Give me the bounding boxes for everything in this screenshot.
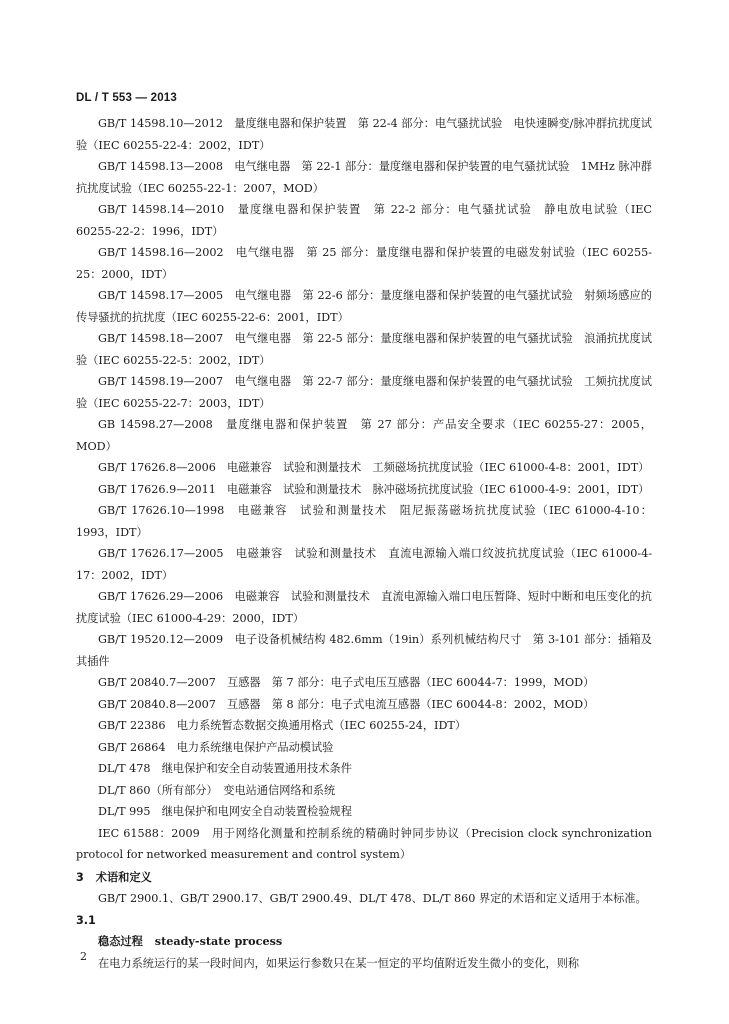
section-number: 3 xyxy=(76,870,84,884)
reference-item: GB/T 14598.18—2007 电气继电器 第 22-5 部分：量度继电器和保护装置的电气骚扰试验 浪涌抗扰度试验（IEC 60255-22-5：2002，IDT） xyxy=(76,332,652,367)
reference-item: DL/T 860（所有部分） 变电站通信网络和系统 xyxy=(98,783,336,797)
reference-item: GB/T 14598.17—2005 电气继电器 第 22-6 部分：量度继电器和保护装置的电气骚扰试验 射频场感应的传导骚扰的抗扰度（IEC 60255-22-6：2001，IDT） xyxy=(76,289,652,324)
term-chinese: 稳态过程 xyxy=(98,935,143,948)
section-intro: GB/T 2900.1、GB/T 2900.17、GB/T 2900.49、DL/T 478、DL/T 860 界定的术语和定义适用于本标准。 xyxy=(98,892,647,905)
reference-item: DL/T 995 继电保护和电网安全自动装置检验规程 xyxy=(98,805,352,818)
section-title: 术语和定义 xyxy=(95,870,152,884)
reference-item: GB/T 20840.8—2007 互感器 第 8 部分：电子式电流互感器（IEC 60044-8：2002，MOD） xyxy=(98,697,595,711)
reference-item: GB/T 19520.12—2009 电子设备机械结构 482.6mm（19in）系列机械结构尺寸 第 3-101 部分：插箱及其插件 xyxy=(76,633,652,668)
section-heading xyxy=(76,867,652,889)
reference-item: GB/T 17626.9—2011 电磁兼容 试验和测量技术 脉冲磁场抗扰度试验（IEC 61000-4-9：2001，IDT） xyxy=(98,482,650,496)
clause-number: 3.1 xyxy=(76,913,96,927)
reference-item: GB/T 14598.19—2007 电气继电器 第 22-7 部分：量度继电器和保护装置的电气骚扰试验 工频抗扰度试验（IEC 60255-22-7：2003，IDT） xyxy=(76,375,652,410)
reference-item: GB/T 17626.17—2005 电磁兼容 试验和测量技术 直流电源输入端口纹波抗扰度试验（IEC 61000-4-17：2002，IDT） xyxy=(76,547,652,582)
document-body xyxy=(76,113,652,974)
reference-item: GB/T 17626.8—2006 电磁兼容 试验和测量技术 工频磁场抗扰度试验（IEC 61000-4-8：2001，IDT） xyxy=(98,461,650,474)
reference-item: GB/T 17626.10—1998 电磁兼容 试验和测量技术 阻尼振荡磁场抗扰度试验（IEC 61000-4-10：1993，IDT） xyxy=(76,504,652,539)
term-definition: 在电力系统运行的某一段时间内，如果运行参数只在某一恒定的平均值附近发生微小的变化，则称 xyxy=(98,956,580,970)
reference-item: GB/T 14598.13—2008 电气继电器 第 22-1 部分：量度继电器和保护装置的电气骚扰试验 1MHz 脉冲群抗扰度试验（IEC 60255-22-1：2007，MOD） xyxy=(76,160,652,195)
reference-item: GB/T 26864 电力系统继电保护产品动模试验 xyxy=(98,740,334,754)
normative-references-list xyxy=(76,113,652,866)
reference-item: IEC 61588：2009 用于网络化测量和控制系统的精确时钟同步协议（Precision clock synchronization protocol for networked measurement and control system） xyxy=(76,826,652,861)
term-english: steady-state process xyxy=(154,934,283,948)
reference-item: GB/T 14598.14—2010 量度继电器和保护装置 第 22-2 部分：电气骚扰试验 静电放电试验（IEC 60255-22-2：1996，IDT） xyxy=(76,203,652,238)
reference-item: GB/T 14598.16—2002 电气继电器 第 25 部分：量度继电器和保护装置的电磁发射试验（IEC 60255-25：2000，IDT） xyxy=(76,246,652,281)
standard-header: DL / T 553 — 2013 xyxy=(76,92,177,104)
reference-item: GB/T 14598.10—2012 量度继电器和保护装置 第 22-4 部分：电气骚扰试验 电快速瞬变/脉冲群抗扰度试验（IEC 60255-22-4：2002，IDT） xyxy=(76,117,652,152)
term-heading xyxy=(76,931,652,953)
reference-item: GB/T 17626.29—2006 电磁兼容 试验和测量技术 直流电源输入端口电压暂降、短时中断和电压变化的抗扰度试验（IEC 61000-4-29：2000，IDT） xyxy=(76,590,652,625)
reference-item: GB/T 20840.7—2007 互感器 第 7 部分：电子式电压互感器（IEC 60044-7：1999，MOD） xyxy=(98,676,595,689)
page-number: 2 xyxy=(80,950,87,963)
reference-item: DL/T 478 继电保护和安全自动装置通用技术条件 xyxy=(98,762,352,775)
reference-item: GB 14598.27—2008 量度继电器和保护装置 第 27 部分：产品安全要求（IEC 60255-27：2005，MOD） xyxy=(76,418,652,453)
reference-item: GB/T 22386 电力系统暂态数据交换通用格式（IEC 60255-24，IDT） xyxy=(98,719,467,732)
